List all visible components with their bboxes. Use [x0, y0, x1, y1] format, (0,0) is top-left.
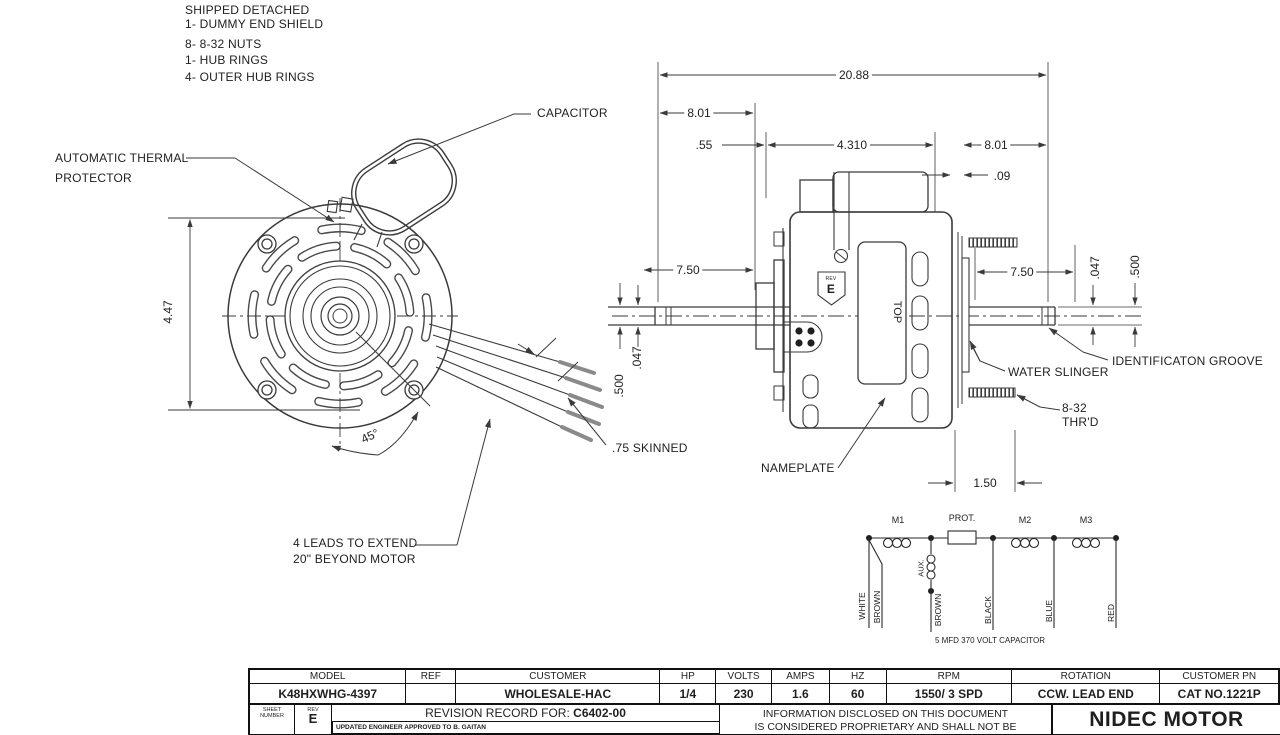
proprietary-cell: [720, 705, 1052, 735]
revision-record-title: [332, 705, 719, 721]
rev-flag-letter: E: [826, 282, 836, 296]
rev-value: E: [308, 711, 318, 726]
note-hub-rings: 1- HUB RINGS: [185, 53, 269, 67]
revision-strip: [248, 705, 1280, 735]
capacitor-rating-caption: 5 MFD 370 VOLT CAPACITOR: [934, 636, 1046, 645]
sheet-label-1: SHEET: [262, 707, 282, 713]
note-shipped-detached: SHIPPED DETACHED: [185, 3, 310, 17]
water-slinger-plate: [962, 258, 969, 372]
wire-label-blue: BLUE: [1044, 599, 1054, 623]
note-outer-hub-rings: 4- OUTER HUB RINGS: [185, 70, 315, 84]
value-volts: 230: [716, 684, 772, 705]
thread-label-2: THR'D: [1062, 415, 1099, 429]
thermal-leader: [235, 158, 334, 222]
dim-stud-length: 1.50: [970, 476, 999, 490]
dim-body-length: 4.310: [834, 138, 870, 152]
dim-right-flat: .047: [1088, 256, 1102, 280]
dim-left-dia: .500: [612, 374, 626, 398]
ident-groove-leader: [1083, 352, 1108, 360]
leads-leader: [457, 419, 490, 545]
water-slinger-label: WATER SLINGER: [1008, 365, 1109, 379]
proprietary-line-1: INFORMATION DISCLOSED ON THIS DOCUMENT: [762, 708, 1009, 720]
nameplate-label: NAMEPLATE: [761, 461, 835, 475]
dim-right-dia: .500: [1128, 255, 1142, 279]
skinned-label: .75 SKINNED: [612, 441, 688, 455]
capacitor-side-small: [800, 180, 833, 212]
capacitor-label: CAPACITOR: [537, 106, 608, 120]
value-model: K48HXWHG-4397: [250, 684, 406, 705]
schematic-m1-label: M1: [891, 515, 905, 525]
revision-record-cell: [332, 705, 720, 735]
coil-m3: [1073, 539, 1100, 548]
header-customer: CUSTOMER: [456, 670, 660, 684]
header-rpm: RPM: [887, 670, 1013, 684]
coil-m1: [884, 539, 911, 548]
nameplate-leader: [838, 398, 885, 468]
header-hp: HP: [660, 670, 716, 684]
value-customer: WHOLESALE-HAC: [456, 684, 660, 705]
rev-flag-label: REV: [825, 276, 837, 282]
schematic-prot-label: PROT.: [948, 513, 976, 523]
thread-label-1: 8-32: [1062, 401, 1087, 415]
capacitor-side-body: [833, 172, 928, 212]
leads-note-2: 20" BEYOND MOTOR: [293, 552, 416, 566]
note-nuts: 8- 8-32 NUTS: [185, 37, 262, 51]
schematic-m3-label: M3: [1079, 515, 1093, 525]
company-cell: NIDEC MOTOR: [1052, 705, 1280, 735]
motor-leads: [429, 324, 606, 445]
dim-face-lip: .09: [991, 169, 1014, 183]
value-amps: 1.6: [772, 684, 830, 705]
dim-left-extension: 8.01: [684, 106, 713, 120]
wire-label-white: WHITE: [857, 592, 867, 620]
rev-cell: [295, 705, 332, 735]
dim-left-shaft: 7.50: [673, 263, 702, 277]
thermal-protector-label-1: AUTOMATIC THERMAL: [55, 151, 189, 165]
rev-label: REV: [307, 707, 319, 713]
revision-note: UPDATED ENGINEER APPROVED TO B. GAITAN: [332, 721, 719, 734]
sheet-label-2: NUMBER: [260, 713, 284, 719]
dim-hole-angle: 45°: [358, 425, 382, 447]
wire-label-red: RED: [1106, 604, 1116, 622]
dim-right-shaft: 7.50: [1007, 265, 1036, 279]
ident-groove-label: IDENTIFICATON GROOVE: [1112, 354, 1263, 368]
revision-record-label: REVISION RECORD FOR:: [425, 706, 570, 720]
coil-m2: [1012, 539, 1039, 548]
value-ref: [406, 684, 456, 705]
protector-box: [948, 531, 976, 544]
lead-exit-tab: [783, 322, 822, 352]
wire-label-black: BLACK: [983, 596, 993, 624]
header-volts: VOLTS: [716, 670, 772, 684]
value-hp: 1/4: [660, 684, 716, 705]
proprietary-line-2: IS CONSIDERED PROPRIETARY AND SHALL NOT BE: [754, 721, 1017, 733]
thermal-protector-housing: [327, 200, 337, 212]
thread-leader: [1040, 407, 1060, 410]
header-model: MODEL: [250, 670, 406, 684]
wire-label-brown2: BROWN: [933, 593, 943, 627]
value-customer-pn: CAT NO.1221P: [1160, 684, 1278, 705]
stud-bottom: [969, 388, 1015, 397]
spec-table-header-row: [250, 670, 1278, 684]
header-ref: REF: [406, 670, 456, 684]
header-customer-pn: CUSTOMER PN: [1160, 670, 1278, 684]
revision-doc-number: C6402-00: [573, 706, 626, 720]
value-rotation: CCW. LEAD END: [1012, 684, 1160, 705]
value-rpm: 1550/ 3 SPD: [887, 684, 1013, 705]
sheet-number-cell: [250, 705, 295, 735]
capacitor-leader: [388, 114, 514, 164]
dim-left-flat: .047: [630, 346, 644, 370]
front-view: [168, 114, 606, 545]
spec-table-value-row: [250, 684, 1278, 705]
stud-top: [969, 238, 1017, 247]
water-slinger-leader: [971, 344, 1005, 371]
dim-bolt-circle: 4.47: [161, 297, 175, 326]
dim-right-extension: 8.01: [981, 138, 1010, 152]
dim-overall-length: 20.88: [836, 68, 872, 82]
top-marking: TOP: [891, 300, 903, 324]
spec-table: [248, 668, 1280, 705]
header-rotation: ROTATION: [1012, 670, 1160, 684]
value-hz: 60: [830, 684, 887, 705]
schematic-m2-label: M2: [1018, 515, 1032, 525]
dim-hub-offset: .55: [693, 138, 716, 152]
header-amps: AMPS: [772, 670, 830, 684]
leads-note-1: 4 LEADS TO EXTEND: [293, 536, 418, 550]
schematic-aux-label: AUX.: [916, 559, 926, 577]
note-dummy-end-shield: 1- DUMMY END SHIELD: [185, 17, 324, 31]
thermal-protector-label-2: PROTECTOR: [55, 171, 132, 185]
wire-label-brown1: BROWN: [872, 590, 882, 624]
header-hz: HZ: [830, 670, 887, 684]
